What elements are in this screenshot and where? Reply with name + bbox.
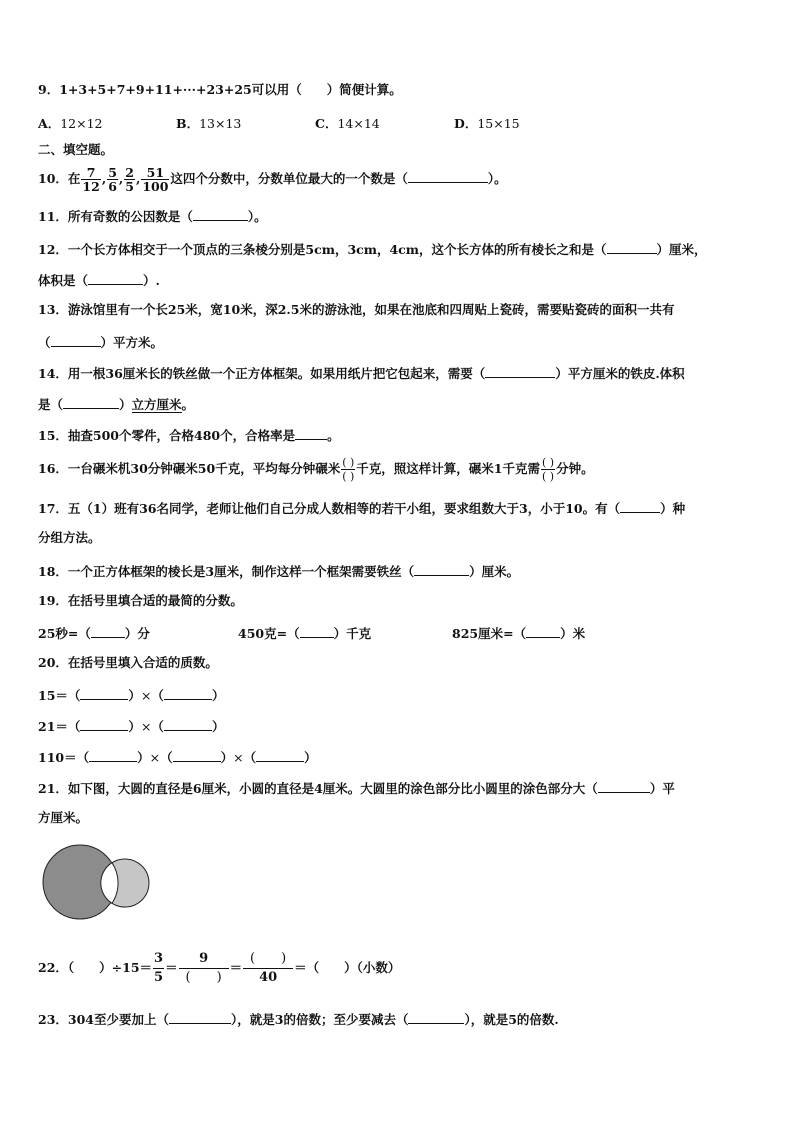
question-number: 12． — [38, 242, 68, 257]
paren: ） — [128, 688, 141, 703]
question-number: 15． — [38, 428, 68, 443]
question-text: 这四个分数中，分数单位最大的一个数是（ — [170, 171, 408, 186]
question-text: ）平方厘米的铁皮.体积 — [555, 366, 685, 381]
fraction-blank-40[interactable]: $\frac{( )}{40}$ — [243, 950, 293, 987]
question-text: 体积是（ — [38, 273, 89, 288]
answer-blank[interactable] — [80, 686, 128, 700]
question-text: 在 — [67, 171, 81, 186]
question-text: 所有奇数的公因数是（ — [67, 209, 193, 224]
question-number: 14． — [38, 366, 68, 381]
option-label: A． — [38, 116, 61, 131]
answer-blank[interactable] — [89, 748, 137, 762]
option-value: 14×14 — [337, 116, 380, 131]
question-text: 。 — [181, 397, 195, 412]
question-text: 一个长方体相交于一个顶点的三条棱分别是5cm，3cm，4cm，这个长方体的所有棱长之和是（ — [67, 242, 607, 257]
answer-blank[interactable] — [169, 1010, 231, 1024]
overlapping-circles-figure — [36, 842, 156, 926]
row-lhs: 110＝ — [38, 750, 77, 765]
paren: ） — [211, 688, 225, 703]
question-number: 16． — [38, 461, 68, 476]
item-text: ）千克 — [333, 626, 372, 641]
option-b[interactable] — [176, 114, 241, 132]
question-21 — [38, 779, 675, 797]
q20-row-3 — [38, 748, 317, 766]
answer-blank[interactable] — [526, 624, 560, 638]
answer-blank[interactable] — [91, 624, 125, 638]
question-number: 21． — [38, 781, 68, 796]
q20-row-1 — [38, 686, 224, 704]
paren: ） — [220, 750, 234, 765]
question-text: 在括号里填入合适的质数。 — [67, 655, 218, 670]
question-text: （ ）÷15＝ — [67, 960, 153, 975]
question-number: 9． — [38, 82, 60, 97]
paren: ） — [304, 750, 317, 765]
fraction-4: $\frac{51}{100}$ — [142, 165, 169, 194]
option-label: C． — [315, 116, 338, 131]
option-value: 13×13 — [199, 116, 242, 131]
paren: ） — [128, 719, 141, 734]
answer-blank[interactable] — [408, 169, 488, 183]
paren: （ — [151, 719, 164, 734]
answer-blank[interactable] — [300, 624, 334, 638]
question-text: 五（1）班有36名同学，老师让他们自己分成人数相等的若干小组，要求组数大于3，小于10。有（ — [67, 501, 621, 516]
paren: ） — [137, 750, 150, 765]
paren: （ — [67, 719, 81, 734]
row-lhs: 15＝ — [38, 688, 68, 703]
answer-blank[interactable] — [485, 364, 555, 378]
question-17 — [38, 499, 685, 517]
paren: （ — [151, 688, 164, 703]
times-sign: × — [149, 750, 161, 765]
question-21-line2: 方厘米。 — [38, 810, 89, 825]
q19-item-3 — [452, 624, 585, 642]
question-14-line2 — [38, 395, 194, 413]
question-9 — [38, 82, 402, 98]
question-12-line2 — [38, 271, 160, 289]
question-text: 1+3+5+7+9+11+···+23+25可以用（ ）简便计算。 — [59, 82, 402, 97]
answer-blank[interactable] — [164, 686, 212, 700]
question-text: ）平 — [649, 781, 675, 796]
fraction-blank[interactable]: $\frac{( )}{( )}$ — [342, 456, 355, 483]
answer-blank[interactable] — [295, 426, 327, 440]
option-value: 12×12 — [60, 116, 103, 131]
question-22 — [38, 946, 400, 990]
question-text: 304至少要加上（ — [67, 1012, 169, 1027]
question-text: 。 — [327, 428, 340, 443]
answer-blank[interactable] — [63, 395, 119, 409]
row-lhs: 21＝ — [38, 719, 68, 734]
item-text: ）米 — [560, 626, 586, 641]
question-14 — [38, 364, 685, 382]
item-text: 450克=（ — [238, 626, 300, 641]
fraction-2: $\frac{5}{6}$ — [108, 165, 117, 194]
question-number: 11． — [38, 209, 68, 224]
option-a[interactable] — [38, 114, 103, 132]
question-number: 18． — [38, 564, 68, 579]
answer-blank[interactable] — [607, 240, 657, 254]
times-sign: × — [140, 719, 152, 734]
question-text: 抽查500个零件，合格480个，合格率是 — [67, 428, 296, 443]
question-text: ）。 — [247, 209, 267, 224]
question-text: 如下图，大圆的直径是6厘米，小圆的直径是4厘米。大圆里的涂色部分比小圆里的涂色部分大（ — [67, 781, 598, 796]
question-number: 13． — [38, 302, 68, 317]
item-text: 25秒=（ — [38, 626, 91, 641]
question-number: 17． — [38, 501, 68, 516]
question-text: ）种 — [660, 501, 686, 516]
answer-blank[interactable] — [51, 333, 101, 347]
question-text: 用一根36厘米长的铁丝做一个正方体框架。如果用纸片把它包起来，需要（ — [67, 366, 486, 381]
question-text: 一台碾米机30分钟碾米50千克，平均每分钟碾米 — [67, 461, 341, 476]
q19-item-2 — [238, 624, 371, 642]
separator: , — [101, 171, 107, 186]
fraction-1: $\frac{7}{12}$ — [82, 165, 100, 194]
question-text: ＝（ ）（小数） — [294, 960, 401, 975]
question-number: 10． — [38, 171, 68, 186]
item-text: ）分 — [124, 626, 150, 641]
question-text: ），就是3的倍数；至少要减去（ — [231, 1012, 409, 1027]
question-18 — [38, 562, 519, 580]
option-label: B． — [176, 116, 200, 131]
question-11 — [38, 207, 267, 225]
question-text: ）厘米。 — [469, 564, 520, 579]
item-text: 825厘米=（ — [452, 626, 527, 641]
section-title: 二、填空题。 — [38, 142, 114, 157]
times-sign: × — [140, 688, 152, 703]
question-text: ） — [119, 397, 132, 412]
paren: （ — [160, 750, 173, 765]
question-text: 千克，照这样计算，碾米1千克需 — [356, 461, 540, 476]
question-number: 19． — [38, 593, 68, 608]
option-c[interactable] — [315, 114, 380, 132]
question-text: （ — [38, 335, 51, 350]
separator: , — [135, 171, 141, 186]
q20-row-2 — [38, 717, 224, 735]
question-text: 是（ — [38, 397, 64, 412]
option-value: 15×15 — [477, 116, 520, 131]
question-20 — [38, 655, 218, 671]
question-13-line2 — [38, 333, 163, 351]
question-text: 在括号里填合适的最简的分数。 — [67, 593, 243, 608]
question-text: 游泳馆里有一个长25米，宽10米，深2.5米的游泳池，如果在池底和四周贴上瓷砖，需要贴瓷砖的面积一共有 — [67, 302, 675, 317]
question-text: ）。 — [487, 171, 507, 186]
answer-blank[interactable] — [408, 1010, 464, 1024]
paren: ） — [211, 719, 225, 734]
answer-blank[interactable] — [164, 717, 212, 731]
question-13 — [38, 302, 674, 318]
question-16 — [38, 451, 594, 487]
option-d[interactable] — [454, 114, 520, 132]
fraction-3: $\frac{2}{5}$ — [125, 165, 134, 194]
paren: （ — [67, 688, 81, 703]
question-10 — [38, 163, 507, 195]
equals-sign: ＝ — [229, 960, 243, 975]
answer-blank[interactable] — [193, 207, 248, 221]
paren: （ — [243, 750, 257, 765]
question-17-line2: 分组方法。 — [38, 530, 101, 545]
answer-blank[interactable] — [598, 779, 650, 793]
question-number: 22． — [38, 960, 68, 975]
q19-item-1 — [38, 624, 150, 642]
question-text: 立方厘米 — [131, 397, 182, 412]
times-sign: × — [233, 750, 244, 765]
separator: , — [118, 171, 124, 186]
question-number: 23． — [38, 1012, 68, 1027]
answer-blank[interactable] — [80, 717, 128, 731]
answer-blank[interactable] — [173, 748, 221, 762]
question-19 — [38, 593, 243, 609]
paren: （ — [76, 750, 90, 765]
answer-blank[interactable] — [414, 562, 469, 576]
answer-blank[interactable] — [88, 271, 143, 285]
fraction-9-blank[interactable]: $\frac{9}{( )}$ — [179, 950, 229, 987]
answer-blank[interactable] — [620, 499, 660, 513]
question-text: 分钟。 — [556, 461, 594, 476]
question-text: ），就是5的倍数. — [464, 1012, 559, 1027]
fraction-blank[interactable]: $\frac{( )}{( )}$ — [542, 456, 555, 483]
equals-sign: ＝ — [165, 960, 178, 975]
question-15 — [38, 426, 340, 444]
question-23 — [38, 1010, 559, 1028]
question-text: ）平方米。 — [100, 335, 164, 350]
question-text: 一个正方体框架的棱长是3厘米，制作这样一个框架需要铁丝（ — [67, 564, 415, 579]
question-12 — [38, 240, 707, 258]
question-text: ）厘米， — [656, 242, 707, 257]
question-number: 20． — [38, 655, 68, 670]
question-text: ）. — [143, 273, 160, 288]
fraction-3-5: $\frac{3}{5}$ — [154, 951, 164, 985]
option-label: D． — [454, 116, 478, 131]
answer-blank[interactable] — [256, 748, 304, 762]
